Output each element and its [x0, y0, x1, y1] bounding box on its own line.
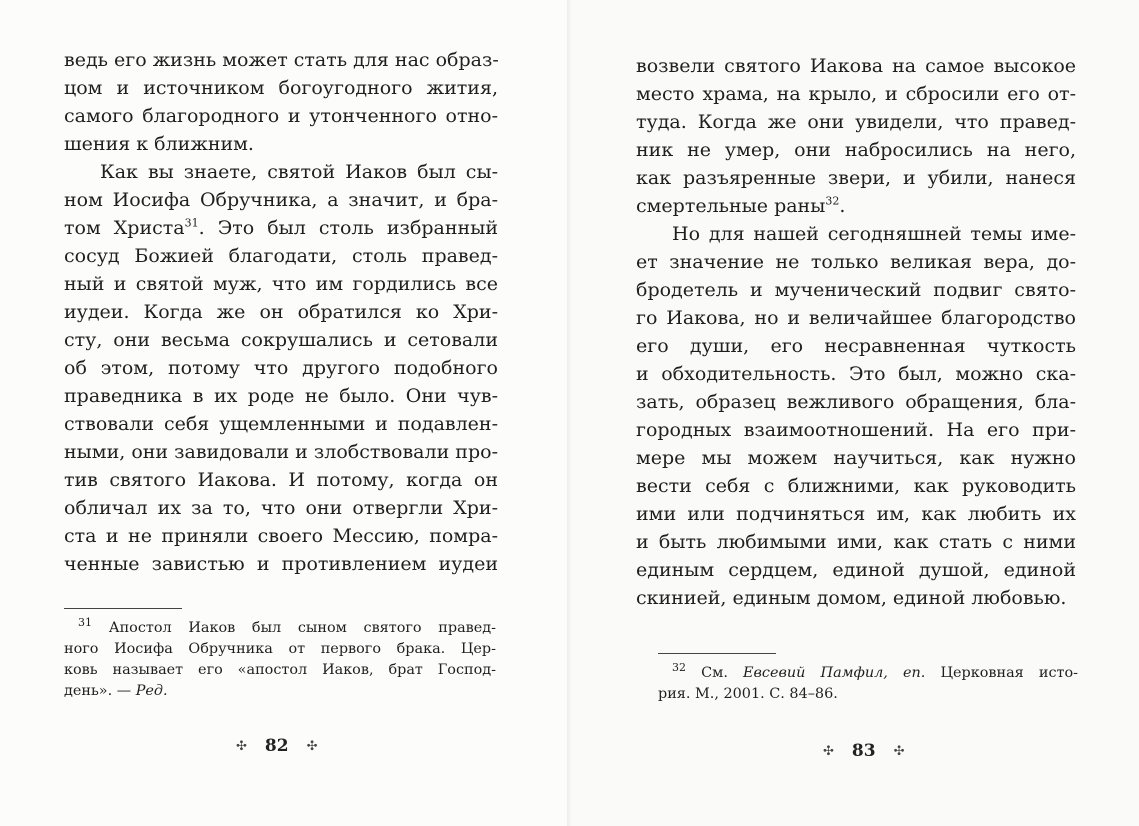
- text-line: самого благородного и утонченного отно-: [64, 105, 498, 127]
- text-line: скинией, единым домом, единой любовью.: [636, 587, 1067, 609]
- footnote-author: Евсевий Памфил, еп.: [743, 665, 926, 681]
- text-line: как разъяренные звери, и убили, нанеся: [636, 167, 1076, 189]
- footnote-line: [64, 618, 496, 639]
- paragraph-start-line: Как вы знаете, святой Иаков был сы-: [100, 161, 498, 183]
- text-fragment: смертельные раны: [636, 195, 826, 217]
- text-line-with-footnote-ref: [636, 192, 1076, 220]
- text-fragment: .: [839, 195, 846, 217]
- text-line: сту, они весьма сокрушались и сетовали: [64, 329, 498, 351]
- footnote-text: день». —: [64, 683, 136, 699]
- page-number: 82: [264, 736, 289, 756]
- text-line-with-footnote-ref: [64, 214, 498, 242]
- text-line: ченные завистью и противлением иудеи: [64, 553, 498, 575]
- text-fragment: . Это был столь избранный: [198, 217, 498, 239]
- text-line: городных взаимоотношений. На его при-: [636, 419, 1076, 441]
- text-line: вести себя с ближними, как руководить: [636, 475, 1076, 497]
- footnote-line: [658, 663, 1078, 684]
- footnote-divider: [658, 653, 776, 654]
- text-line: ет значение не только великая вера, до-: [636, 251, 1076, 273]
- footnote-text: См.: [701, 665, 744, 681]
- cross-ornament-icon: ✣: [823, 743, 834, 759]
- text-fragment: том Христа: [64, 217, 185, 239]
- footnote-text: Апостол Иаков был сыном святого правед-: [108, 620, 496, 636]
- footnote-editor-mark: Ред.: [135, 683, 168, 699]
- text-line: об этом, потому что другого подобного: [64, 357, 498, 379]
- paragraph-start-line: Но для нашей сегодняшней темы име-: [672, 223, 1076, 245]
- footnote-ref-31[interactable]: 31: [184, 216, 199, 230]
- footnote-line: ковь называет его «апостол Иаков, брат Господ-: [64, 662, 496, 678]
- cross-ornament-icon: ✣: [306, 738, 318, 754]
- text-line: бродетель и мученический подвиг свято-: [636, 279, 1076, 301]
- right-page-body: [636, 52, 1076, 612]
- text-line: иудеи. Когда же он обратился ко Хри-: [64, 301, 498, 323]
- text-line: и обходительность. Это был, можно ска-: [636, 363, 1076, 385]
- cross-ornament-icon: ✣: [236, 738, 247, 754]
- footnote-32: [658, 663, 1078, 705]
- text-line: место храма, на крыло, и сбросили его от-: [636, 83, 1076, 105]
- text-line: ными, они завидовали и злобствовали про-: [64, 441, 498, 463]
- text-line: цом и источником богоугодного жития,: [64, 77, 498, 99]
- left-page-body: [64, 46, 498, 578]
- book-gutter: [567, 0, 573, 826]
- text-line: тив святого Иакова. И потому, когда он: [64, 469, 498, 491]
- footnote-31: [64, 618, 496, 702]
- text-line: праведника в их роде не было. Они чув-: [64, 385, 498, 407]
- footnote-text: Церковная исто-: [925, 665, 1078, 681]
- text-line: сосуд Божией благодати, столь правед-: [64, 245, 498, 267]
- text-line: мере мы можем научиться, как нужно: [636, 447, 1076, 469]
- text-line: го Иакова, но и величайшее благородство: [636, 307, 1076, 329]
- footnote-ref-32[interactable]: 32: [825, 194, 840, 208]
- text-line: ведь его жизнь может стать для нас образ-: [64, 49, 499, 71]
- text-line: единым сердцем, единой душой, единой: [636, 559, 1076, 581]
- text-line: ствовали себя ущемленными и подавлен-: [64, 413, 498, 435]
- text-line: зать, образец вежливого обращения, бла-: [636, 391, 1076, 413]
- text-line: ник не умер, они набросились на него,: [636, 139, 1076, 161]
- footnote-number: 32: [672, 661, 686, 675]
- text-line: его души, его несравненная чуткость: [636, 335, 1076, 357]
- text-line: и быть любимыми ими, как стать с ними: [636, 531, 1076, 553]
- footnote-line: рия. М., 2001. С. 84–86.: [658, 686, 838, 702]
- footnote-divider: [64, 608, 182, 609]
- text-line: шения к ближним.: [64, 133, 254, 155]
- text-line: ный и святой муж, что им гордились все: [64, 273, 498, 295]
- right-page: [570, 0, 1139, 826]
- footnote-line: ного Иосифа Обручника от первого брака. Цер-: [64, 641, 496, 657]
- page-number: 83: [851, 741, 876, 761]
- text-line: ста и не приняли своего Мессию, помра-: [64, 525, 498, 547]
- footnote-line: [64, 681, 496, 702]
- page-number-82: [236, 736, 317, 756]
- footnote-number: 31: [78, 616, 92, 630]
- text-line: ном Иосифа Обручника, а значит, и бра-: [64, 189, 498, 211]
- cross-ornament-icon: ✣: [893, 743, 905, 759]
- text-line: туда. Когда же они увидели, что правед-: [636, 111, 1076, 133]
- text-line: обличал их за то, что они отвергли Хри-: [64, 497, 498, 519]
- text-line: возвели святого Иакова на самое высокое: [636, 55, 1076, 77]
- text-line: ими или подчиняться им, как любить их: [636, 503, 1076, 525]
- page-number-83: [823, 741, 904, 761]
